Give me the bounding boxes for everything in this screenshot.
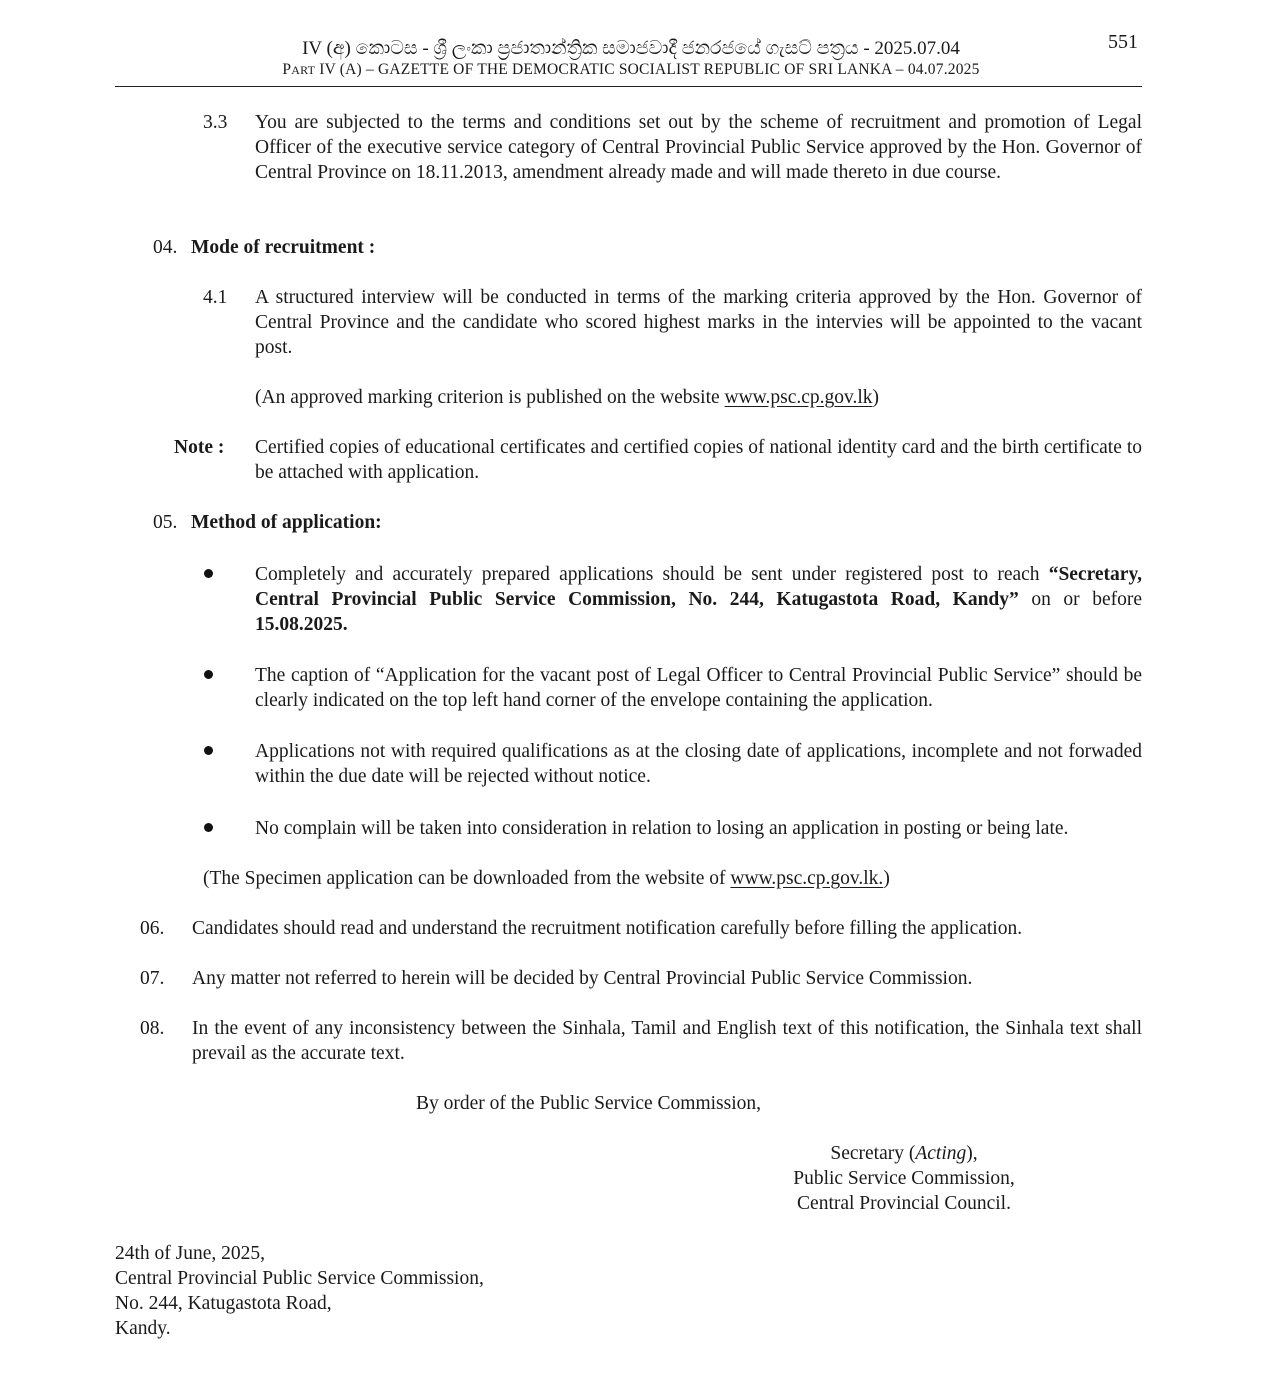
signature-title: Secretary (Acting), [830, 1143, 978, 1164]
signature-council: Central Provincial Council. [797, 1193, 1011, 1214]
order-line: By order of the Public Service Commission, [416, 1093, 762, 1114]
note-text: Certified copies of educational certificates and certified copies of national identity card and the birth certificate to be attached with application. [255, 437, 1142, 483]
footer-street: No. 244, Katugastota Road, [115, 1293, 332, 1314]
page-number: 551 [1108, 31, 1138, 53]
section-4-1-number: 4.1 [203, 287, 228, 308]
gazette-header-sinhala: IV (අ) කොටස - ශ්‍රී ලංකා ප්‍රජාතාන්ත්‍රික සමාජවාදී ජනරජයේ ගැසට් පත්‍රය - 2025.07.04 [302, 38, 960, 59]
section-06-text: Candidates should read and understand the recruitment notification carefully before filling the application. [192, 918, 1023, 939]
footer-org: Central Provincial Public Service Commission, [115, 1268, 484, 1289]
application-bullet-2: The caption of “Application for the vacant post of Legal Officer to Central Provincial Public Service” should be clearly indicated on the top left hand corner of the envelope containing the application. [255, 665, 1142, 711]
section-07-text: Any matter not referred to herein will be decided by Central Provincial Public Service Commission. [192, 968, 973, 989]
specimen-website-link[interactable]: www.psc.cp.gov.lk. [730, 868, 884, 889]
section-06-number: 06. [140, 918, 165, 939]
section-3-3-text: You are subjected to the terms and conditions set out by the scheme of recruitment and promotion of Legal Officer of the executive service category of Central Provincial Public Service approved by the Hon. Governor of Central Province on 18.11.2013, amendment already made and will made thereto in due course. [255, 112, 1142, 183]
section-04-heading: Mode of recruitment : [191, 237, 376, 258]
bullet-icon [204, 746, 213, 755]
footer-date: 24th of June, 2025, [115, 1243, 266, 1264]
note-label: Note : [174, 437, 225, 458]
marking-criterion-note: (An approved marking criterion is published on the website www.psc.cp.gov.lk) [255, 387, 880, 408]
application-bullet-1: Completely and accurately prepared applications should be sent under registered post to reach “Secretary, Central Provincial Public Service Commission, No. 244, Katugastota Road, Kandy” on or before 15.08.2025. [255, 564, 1143, 635]
section-3-3-number: 3.3 [203, 112, 228, 133]
signature-org: Public Service Commission, [793, 1168, 1015, 1189]
application-bullet-3: Applications not with required qualifications as at the closing date of applications, incomplete and not forwaded within the due date will be rejected without notice. [255, 741, 1142, 787]
section-05-number: 05. [153, 512, 178, 533]
bullet-icon [204, 823, 213, 832]
footer-address [115, 1241, 484, 1341]
section-4-1-text: A structured interview will be conducted in terms of the marking criteria approved by the Hon. Governor of Central Province and the candidate who scored highest marks in the intervies will be appointed to the vacant post. [255, 287, 1142, 358]
bullet-icon [204, 569, 213, 578]
section-05-heading: Method of application: [191, 512, 382, 533]
gazette-header-english [0, 61, 1262, 79]
section-07-number: 07. [140, 968, 165, 989]
header-english-rest: IV (A) – GAZETTE OF THE DEMOCRATIC SOCIALIST REPUBLIC OF SRI LANKA – 04.07.2025 [315, 61, 980, 78]
bullet-icon [204, 670, 213, 679]
header-part-small: ART [291, 63, 316, 77]
application-bullet-4: No complain will be taken into consideration in relation to losing an application in posting or being late. [255, 818, 1069, 839]
section-04-number: 04. [153, 237, 178, 258]
psc-website-link[interactable]: www.psc.cp.gov.lk [724, 387, 873, 408]
header-part-prefix: P [282, 61, 292, 78]
footer-city: Kandy. [115, 1318, 171, 1339]
header-divider [115, 86, 1142, 87]
section-08-number: 08. [140, 1018, 165, 1039]
specimen-note: (The Specimen application can be downloaded from the website of www.psc.cp.gov.lk.) [203, 868, 890, 889]
section-08-text: In the event of any inconsistency between the Sinhala, Tamil and English text of this notification, the Sinhala text shall prevail as the accurate text. [192, 1018, 1142, 1064]
signature-block [748, 1141, 1060, 1216]
